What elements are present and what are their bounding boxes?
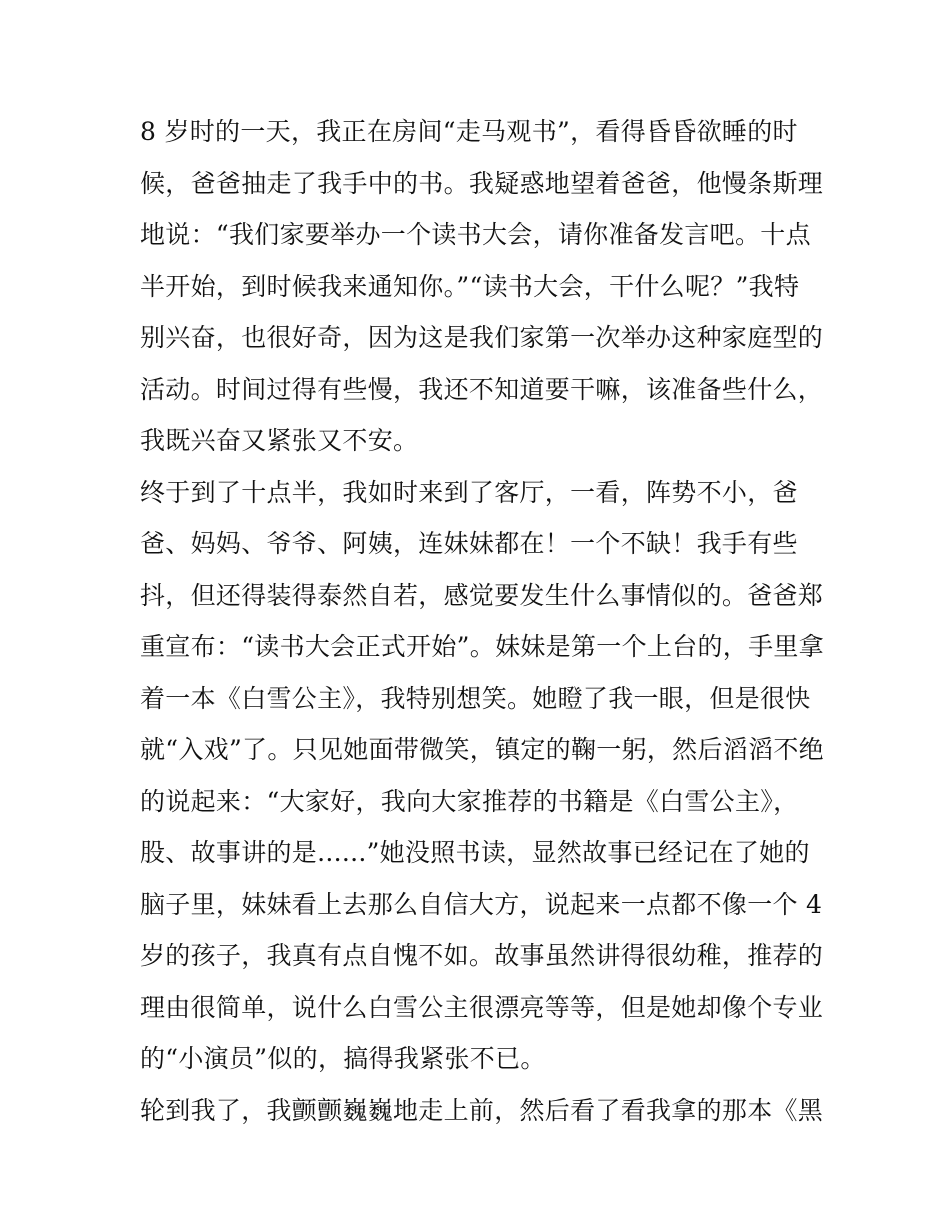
text-line: 终于到了十点半，我如时来到了客厅，一看，阵势不小，爸 (140, 477, 798, 507)
text-line: 我既兴奋又紧张又不安。 (140, 426, 419, 455)
text-line: 爸、妈妈、爷爷、阿姨，连妹妹都在！一个不缺！我手有些 (140, 529, 798, 558)
text-line: 地说：“我们家要举办一个读书大会，请你准备发言吧。十点 (140, 220, 811, 249)
text-line: 抖，但还得装得泰然自若，感觉要发生什么事情似的。爸爸郑 (140, 580, 824, 610)
text-line: 着一本《白雪公主》，我特别想笑。她瞪了我一眼，但是很快 (140, 683, 811, 713)
text-line: 岁的孩子，我真有点自愧不如。故事虽然讲得很幼稚，推荐的 (140, 941, 824, 970)
paragraph-1 (140, 106, 824, 467)
paragraph-2 (140, 467, 824, 1085)
text-line: 活动。时间过得有些慢，我还不知道要干嘛，该准备些什么， (140, 374, 824, 404)
text-line: 候，爸爸抽走了我手中的书。我疑惑地望着爸爸，他慢条斯理 (140, 168, 824, 198)
paragraph-3 (140, 1085, 824, 1137)
text-line: 就“入戏”了。只见她面带微笑，镇定的鞠一躬，然后滔滔不绝 (140, 735, 824, 764)
text-line: 轮到我了，我颤颤巍巍地走上前，然后看了看我拿的那本《黑 (140, 1095, 824, 1125)
text-line: 的说起来：“大家好，我向大家推荐的书籍是《白雪公主》， (140, 786, 799, 816)
body-text (140, 106, 824, 1136)
text-line: 的“小演员”似的，搞得我紧张不已。 (140, 1044, 546, 1073)
text-line: 股、故事讲的是......”她没照书读，显然故事已经记在了她的 (140, 838, 810, 867)
text-line: 脑子里，妹妹看上去那么自信大方，说起来一点都不像一个 4 (140, 889, 823, 919)
text-line: 半开始，到时候我来通知你。”“读书大会，干什么呢？”我特 (140, 271, 800, 301)
text-line: 理由很简单，说什么白雪公主很漂亮等等，但是她却像个专业 (140, 992, 824, 1022)
text-line: 别兴奋，也很好奇，因为这是我们家第一次举办这种家庭型的 (140, 323, 824, 352)
text-line: 重宣布：“读书大会正式开始”。妹妹是第一个上台的，手里拿 (140, 632, 824, 661)
text-line: 8 岁时的一天，我正在房间“走马观书”，看得昏昏欲睡的时 (140, 117, 798, 146)
